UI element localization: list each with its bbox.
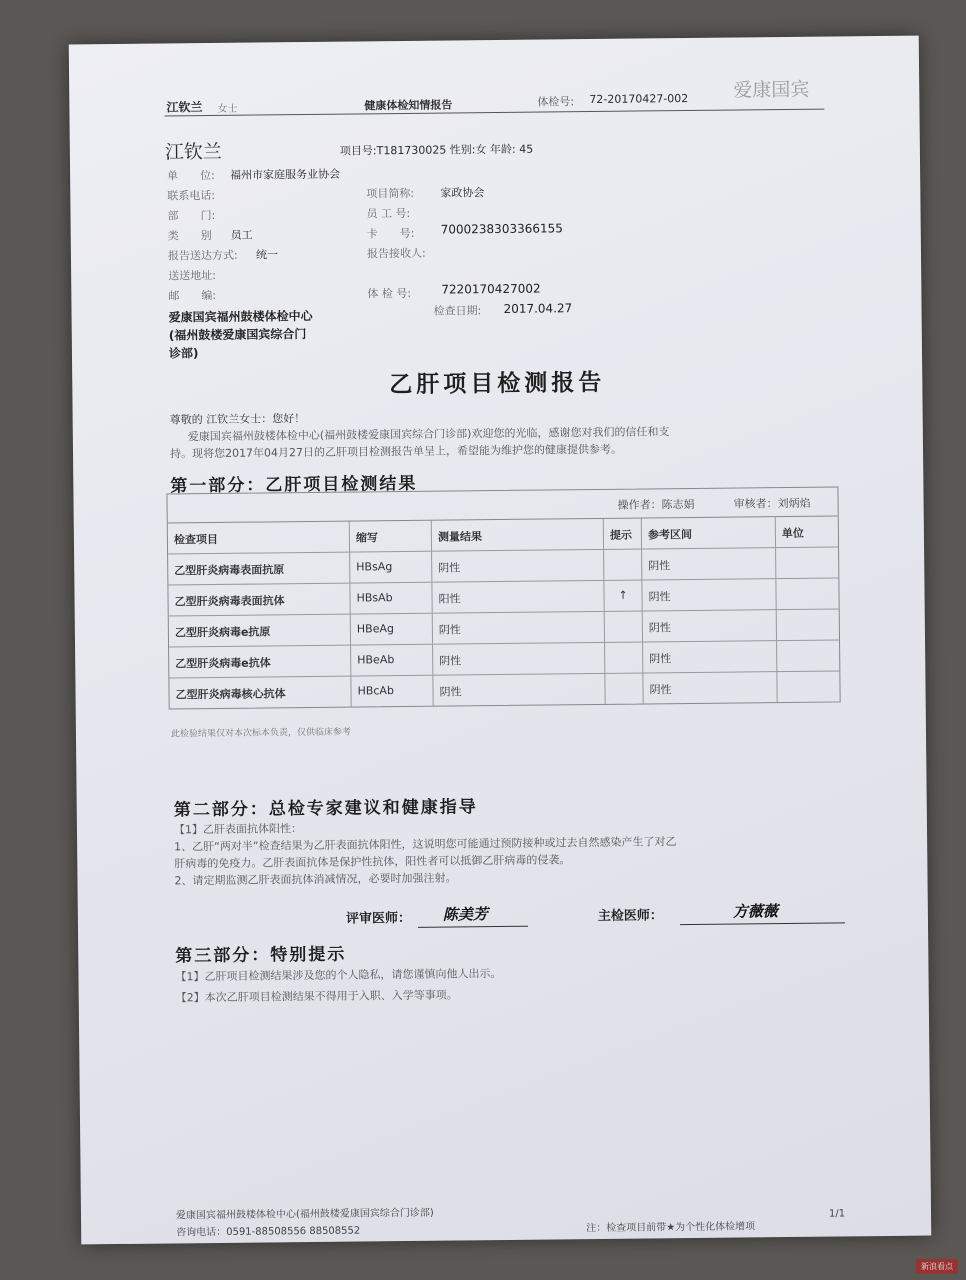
cell-ref: 阴性 bbox=[643, 672, 777, 703]
address-label: 送送地址: bbox=[168, 268, 216, 283]
patient-name: 江钦兰 bbox=[164, 140, 223, 164]
advice-line-2: 1、乙肝“两对半”检查结果为乙肝表面抗体阳性，这说明您可能通过预防接种或过去自然感染产生了对乙 bbox=[174, 835, 677, 854]
cell-abbr: HBcAb bbox=[351, 676, 433, 707]
delivery-label: 报告送达方式: bbox=[167, 248, 238, 263]
cell-hint bbox=[604, 550, 642, 580]
footer-phone: 咨询电话：0591-88508556 88508552 bbox=[176, 1225, 361, 1239]
header-patient-name: 江钦兰 bbox=[166, 100, 203, 115]
exam-no-value: 7220170427002 bbox=[441, 281, 541, 297]
cell-item: 乙型肝炎病毒核心抗体 bbox=[169, 677, 351, 709]
footer-note: 注：检查项目前带★为个性化体检增项 bbox=[586, 1221, 756, 1235]
report-paper bbox=[69, 36, 932, 1245]
exam-date-value: 2017.04.27 bbox=[503, 301, 573, 316]
cell-hint bbox=[605, 643, 643, 673]
col-unit: 单位 bbox=[781, 526, 804, 541]
cell-abbr: HBeAb bbox=[351, 645, 433, 676]
chief-signature-line bbox=[680, 922, 845, 925]
cell-hint bbox=[605, 674, 643, 704]
center-line-2: (福州鼓楼爱康国宾综合门 bbox=[168, 327, 307, 343]
cell-unit bbox=[776, 547, 838, 578]
tip-line-1: 【1】乙肝项目检测结果涉及您的个人隐私，请您谨慎向他人出示。 bbox=[175, 967, 502, 984]
cell-abbr: HBsAb bbox=[350, 583, 432, 614]
col-result: 测量结果 bbox=[432, 519, 604, 551]
cell-item: 乙型肝炎病毒表面抗体 bbox=[168, 584, 350, 616]
cell-hint bbox=[605, 612, 643, 642]
header-honorific: 女士 bbox=[217, 103, 238, 115]
cell-abbr: HBeAg bbox=[351, 614, 433, 645]
header-divider bbox=[164, 109, 824, 117]
section3-title: 第三部分：特别提示 bbox=[175, 944, 347, 967]
cell-item: 乙型肝炎病毒e抗原 bbox=[169, 615, 351, 647]
advice-line-4: 2、请定期监测乙肝表面抗体消减情况，必要时加强注射。 bbox=[174, 871, 457, 888]
table-row bbox=[169, 671, 839, 708]
cell-result: 阴性 bbox=[433, 643, 605, 675]
cell-unit bbox=[777, 640, 839, 671]
cell-item: 乙型肝炎病毒e抗体 bbox=[169, 646, 351, 678]
cell-ref: 阴性 bbox=[643, 641, 777, 672]
watermark-badge: 新浪看点 bbox=[916, 1259, 958, 1274]
footer-center: 爱康国宾福州鼓楼体检中心(福州鼓楼爱康国宾综合门诊部) bbox=[175, 1207, 434, 1222]
intro-line-1: 爱康国宾福州鼓楼体检中心(福州鼓楼爱康国宾综合门诊部)欢迎您的光临，感谢您对我们的信任和支 bbox=[187, 425, 670, 444]
unit-label: 单 位: bbox=[167, 168, 215, 183]
chief-doctor-label: 主检医师： bbox=[597, 908, 663, 924]
section2-title: 第二部分：总检专家建议和健康指导 bbox=[173, 797, 478, 821]
section1-title: 第一部分：乙肝项目检测结果 bbox=[170, 473, 418, 497]
cell-result: 阴性 bbox=[432, 550, 604, 582]
tip-line-2: 【2】本次乙肝项目检测结果不得用于入职、入学等事项。 bbox=[175, 988, 458, 1005]
project-line: 项目号:T181730025 性别:女 年龄: 45 bbox=[339, 142, 534, 158]
exam-date-label: 检查日期: bbox=[433, 304, 482, 318]
recipient-label: 报告接收人: bbox=[366, 246, 426, 261]
reviewer-doctor-label: 评审医师： bbox=[345, 910, 412, 927]
staff-no-label: 员 工 号: bbox=[366, 206, 411, 221]
col-abbr: 缩写 bbox=[350, 521, 432, 552]
center-line-1: 爱康国宾福州鼓楼体检中心 bbox=[168, 308, 313, 325]
reviewer-signature-line bbox=[418, 926, 528, 928]
header-exam-no-label: 体检号: bbox=[537, 95, 575, 109]
cell-unit bbox=[776, 578, 838, 609]
project-short-label: 项目简称: bbox=[366, 186, 415, 201]
intro-line-2: 持。现将您2017年04月27日的乙肝项目检测报告单呈上，希望能为维护您的健康提供参考。 bbox=[169, 442, 623, 461]
cell-unit bbox=[777, 671, 839, 702]
cell-item: 乙型肝炎病毒表面抗原 bbox=[168, 553, 350, 585]
card-no-value: 7000238303366155 bbox=[440, 221, 563, 237]
results-table bbox=[166, 486, 840, 709]
cell-ref: 阴性 bbox=[642, 579, 776, 610]
unit-value: 福州市家庭服务业协会 bbox=[230, 167, 341, 182]
center-line-3: 诊部) bbox=[168, 346, 199, 361]
postcode-label: 邮 编: bbox=[168, 288, 217, 303]
cell-hint: ↑ bbox=[604, 581, 642, 611]
reviewer: 审核者：刘炳焰 bbox=[733, 496, 811, 511]
phone-label: 联系电话: bbox=[167, 188, 216, 203]
advice-line-3: 肝病毒的免疫力。乙肝表面抗体是保护性抗体，阳性者可以抵御乙肝病毒的侵袭。 bbox=[174, 853, 571, 871]
cell-result: 阴性 bbox=[433, 674, 605, 706]
category-value: 员工 bbox=[230, 228, 253, 242]
category-label: 类 别 bbox=[167, 228, 212, 243]
advice-line-1: 【1】乙肝表面抗体阳性： bbox=[173, 822, 303, 837]
col-ref: 参考区间 bbox=[642, 517, 776, 548]
exam-no-label: 体 检 号: bbox=[367, 286, 412, 301]
col-hint: 提示 bbox=[604, 519, 642, 549]
chief-doctor-signature: 方薇薇 bbox=[732, 902, 778, 921]
card-no-label: 卡 号: bbox=[366, 226, 415, 241]
footer-page: 1/1 bbox=[828, 1208, 846, 1220]
greeting: 尊敬的 江钦兰女士：您好！ bbox=[169, 412, 306, 427]
dept-label: 部 门: bbox=[167, 208, 216, 223]
col-item: 检查项目 bbox=[168, 522, 350, 554]
project-short-value: 家政协会 bbox=[440, 186, 485, 200]
cell-unit bbox=[777, 609, 839, 640]
cell-ref: 阴性 bbox=[643, 610, 777, 641]
operator: 操作者：陈志娟 bbox=[617, 497, 695, 512]
cell-ref: 阴性 bbox=[642, 548, 776, 579]
cell-result: 阴性 bbox=[433, 612, 605, 644]
header-doc-title: 健康体检知情报告 bbox=[364, 98, 453, 113]
header-exam-no: 72-20170427-002 bbox=[589, 91, 689, 107]
table-note: 此检验结果仅对本次标本负责，仅供临床参考 bbox=[170, 727, 352, 740]
reviewer-doctor-signature: 陈美芳 bbox=[442, 905, 488, 924]
report-title: 乙肝项目检测报告 bbox=[389, 369, 606, 399]
cell-result: 阳性 bbox=[432, 581, 604, 613]
cell-abbr: HBsAg bbox=[350, 552, 432, 583]
delivery-value: 统一 bbox=[255, 248, 279, 262]
brand-logo-text: 爱康国宾 bbox=[733, 78, 810, 102]
